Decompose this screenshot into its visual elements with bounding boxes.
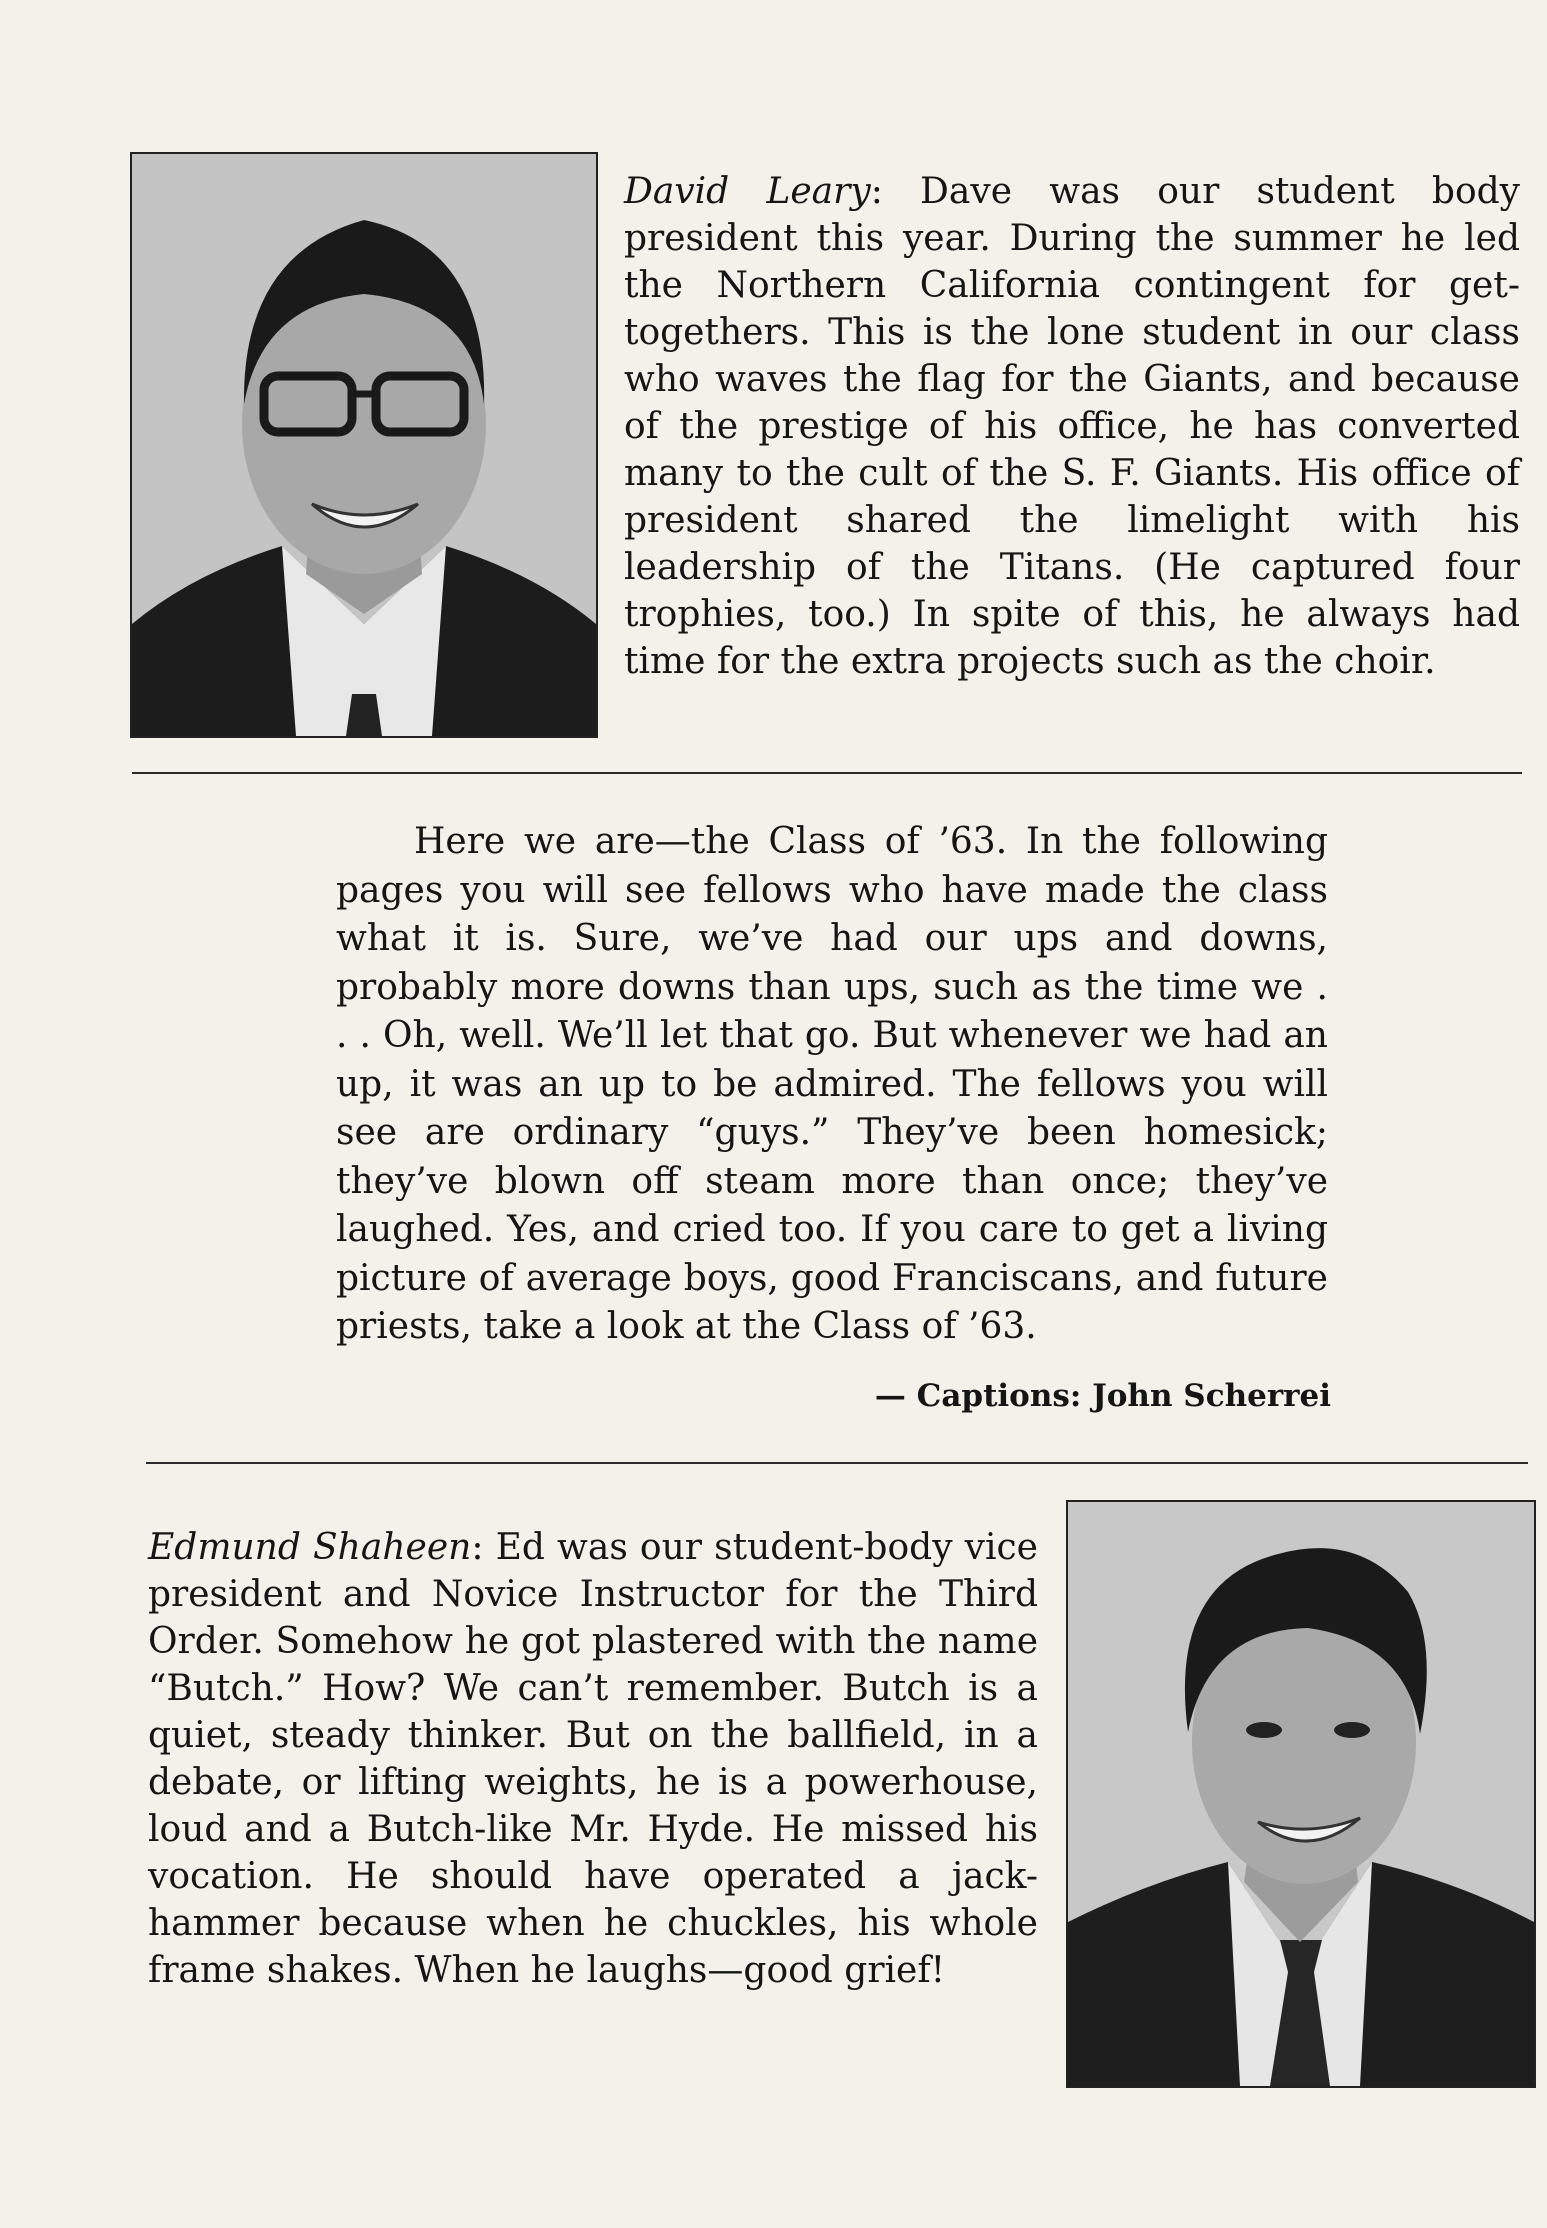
bio-david-leary: David Leary: Dave was our student body president this year. During the summer he led the Northern California contingent for get-togethers. This is the lone student in our class who waves the flag for the Giants, and because of the prestige of his office, he has converted many to the cult of the S. F. Giants. His office of president shared the limelight with his leadership of the Titans. (He captured four trophies, too.) In spite of this, he always had time for the extra projects such as the choir. (624, 171, 1520, 682)
divider-top (132, 772, 1522, 774)
bio-text-david-leary: Dave was our student body president this year. During the summer he led the Northern California contingent for get-togethers. This is the lone student in our class who waves the flag for the Giants, and because of the prestige of his office, he has converted many to the cult of the S. F. Giants. His office of president shared the limelight with his leadership of the Titans. (He captured four trophies, too.) In spite of this, he always had time for the extra projects such as the choir. (624, 171, 1520, 682)
divider-bottom (146, 1462, 1528, 1464)
portrait-photo-edmund-shaheen (1066, 1500, 1536, 2088)
bio-text-edmund-shaheen: Ed was our student-body vice president and Novice Instructor for the Third Order. Somehow he got plastered with the name “Butch.” How? We can’t remember. Butch is a quiet, steady thinker. But on the ballfield, in a debate, or lifting weights, he is a powerhouse, loud and a Butch-like Mr. Hyde. He missed his vocation. He should have operated a jack-hammer because when he chuckles, his whole frame shakes. When he laughs—good grief! (148, 1527, 1038, 1991)
name-david-leary: David Leary (624, 171, 871, 212)
class-intro-paragraph: Here we are—the Class of ’63. In the following pages you will see fellows who have made the class what it is. Sure, we’ve had our ups and downs, probably more downs than ups, such as the time we . . . Oh, well. We’ll let that go. But whenever we had an up, it was an up to be admired. The fellows you will see are ordinary “guys.” They’ve been homesick; they’ve blown off steam more than once; they’ve laughed. Yes, and cried too. If you care to get a living picture of average boys, good Franciscans, and future priests, take a look at the Class of ’63. (336, 821, 1328, 1347)
portrait-photo-david-leary (130, 152, 598, 738)
captions-credit: — Captions: John Scherrei (874, 1378, 1331, 1414)
bio-edmund-shaheen: Edmund Shaheen: Ed was our student-body vice president and Novice Instructor for the Third Order. Somehow he got plastered with the name “Butch.” How? We can’t remember. Butch is a quiet, steady thinker. But on the ballfield, in a debate, or lifting weights, he is a powerhouse, loud and a Butch-like Mr. Hyde. He missed his vocation. He should have operated a jack-hammer because when he chuckles, his whole frame shakes. When he laughs—good grief! (148, 1527, 1038, 1991)
name-edmund-shaheen: Edmund Shaheen (148, 1527, 472, 1568)
